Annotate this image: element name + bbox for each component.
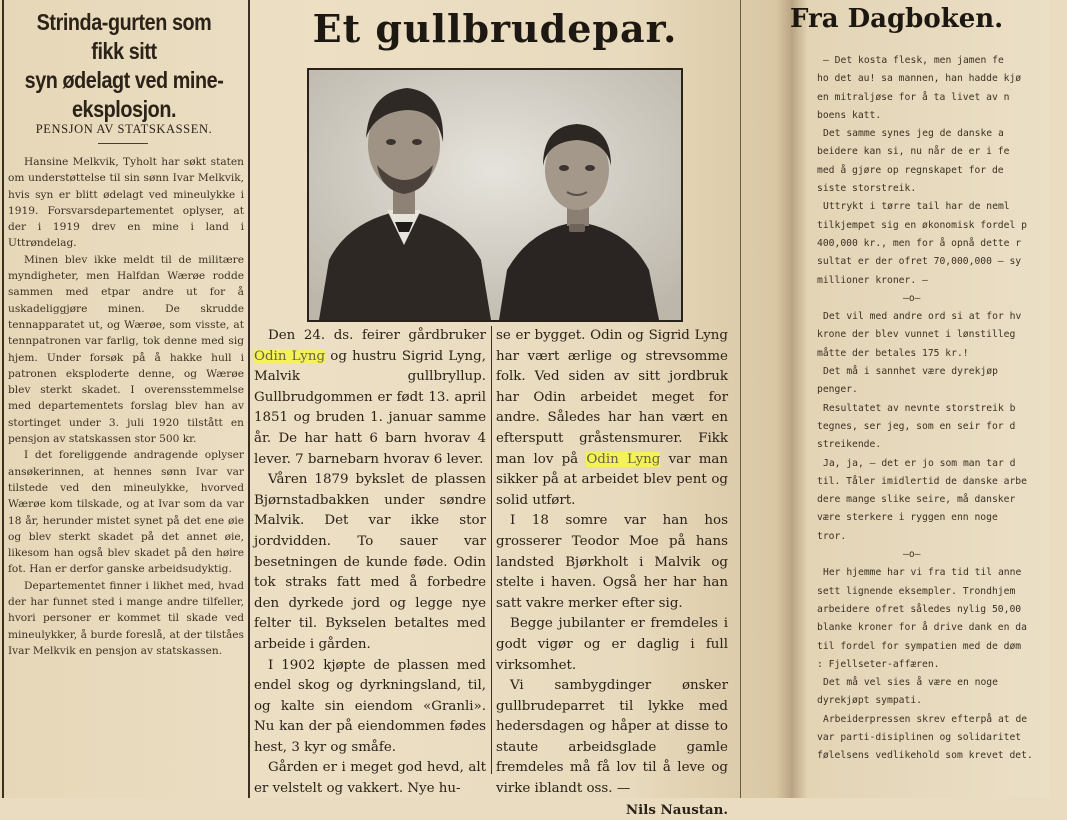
left-paragraph: Hansine Melkvik, Tyholt har søkt staten om understøttelse til sin sønn Ivar Melkvik, hvis syn er blitt ødelagt ved mineulykke i 1919. Forsvarsdepartementet oplyser, at der i 1919 drev en mine i land i Uttrøndelag. <box>8 156 244 250</box>
article-signature: Nils Naustan. <box>625 801 728 818</box>
right-text-line: var parti-disiplinen og solidaritet <box>817 731 1022 743</box>
left-paragraph: Departementet finner i likhet med, hvad der har funnet sted i mange andre tilfeller, hvori personer er kommet til skade ved mineulykker, å burde foreslå, at der tilståes Ivar Melkvik en pensjon av statskassen. <box>8 579 244 657</box>
right-text-line: boens katt. <box>817 109 882 121</box>
right-text-line: følelsens vedlikehold som krevet det. <box>817 750 1033 762</box>
right-text-line: arbeidere ofret således nylig 50,00 <box>817 603 1022 615</box>
right-text-line: til. Tåler imidlertid de danske arbe <box>817 475 1027 487</box>
right-text-line: Resultatet av nevnte storstreik b <box>823 402 1016 414</box>
right-text-line: penger. <box>817 384 858 396</box>
left-headline-line: syn ødelagt ved mine- <box>24 67 224 93</box>
right-text-line: blanke kroner for å drive dank en da <box>817 622 1027 634</box>
right-text-line: siste storstreik. <box>817 183 917 195</box>
right-text-line: Her hjemme har vi fra tid til anne <box>823 567 1022 579</box>
right-text-line: dere mange slike seire, må dansker <box>817 494 1016 506</box>
right-text-line: ho det au! sa mannen, han hadde kjø <box>817 73 1022 85</box>
main-article-column-2 <box>496 326 728 820</box>
right-text-line: Det samme synes jeg de danske a <box>823 128 1004 140</box>
right-text-line: Uttrykt i tørre tail har de neml <box>823 201 1010 213</box>
left-headline <box>23 8 226 124</box>
right-text-line: krone der blev vunnet i lønstilleg <box>817 329 1016 341</box>
right-text-line: millioner kroner. — <box>817 274 928 286</box>
main-article-title: Et gullbrudepar. <box>312 6 678 51</box>
right-text-line: sett lignende eksempler. Trondhjem <box>817 585 1016 597</box>
main-paragraph: Gården er i meget god hevd, alt er velstelt og vakkert. Nye hu- <box>254 760 486 797</box>
right-text-line: Det vil med andre ord si at for hv <box>823 311 1022 323</box>
right-text-line: dyrekjøpt sympati. <box>817 695 922 707</box>
right-article-title: Fra Dagboken. <box>790 4 1004 34</box>
couple-portrait-illustration <box>309 70 681 320</box>
left-paragraph: I det foreliggende andragende oplyser ansøkerinnen, at hennes sønn Ivar var tilstede ved den mineulykke, hvorved Wærøe kom tilskade, og at Ivar som da var 18 år, herunder mistet synet på det ene øie og blev sterkt skadet på det annet øie, likesom han også blev skadet på den høire fot. Han er derfor ganske arbeidsudyktig. <box>8 449 244 576</box>
right-text-line: tegnes, ser jeg, som en seir for d <box>817 420 1016 432</box>
right-text-line: en mitraljøse for å ta livet av n <box>817 91 1010 103</box>
left-headline-line: Strinda-gurten som fikk sitt <box>36 9 212 64</box>
right-text-line: — Det kosta flesk, men jamen fe <box>823 55 1004 66</box>
column-rule-main-right <box>740 0 741 798</box>
right-text-line: streikende. <box>817 439 882 451</box>
right-article-body <box>817 52 1067 766</box>
main-column-rule <box>491 326 492 774</box>
right-text-line: 400,000 kr., men for å opnå dette r <box>817 237 1022 249</box>
right-text-line: : Fjellseter-affæren. <box>817 658 940 670</box>
section-separator: —o— <box>903 549 921 561</box>
highlighted-name: Odin Lyng <box>586 451 661 467</box>
right-text-line: Det må i sannhet være dyrekjøp <box>823 366 998 378</box>
right-text-line: være sterkere i ryggen enn noge <box>817 512 998 524</box>
main-paragraph: Våren 1879 bykslet de plassen Bjørnstadbakken under søndre Malvik. Det var ikke stor jordvidden. To sauer var besetningen de kunde føde. Odin tok straks fatt med å forbedre den dyrkede jord og legge nye felter til. Bykselen betaltes med arbeide i gården. <box>254 472 486 652</box>
main-paragraph: Vi sambygdinger ønsker gullbrudeparret til lykke med hedersdagen og håper at disse to staute arbeidsglade gamle fremdeles må få lov til å leve og virke iblandt oss. — <box>496 678 728 797</box>
left-headline-line: eksplosjon. <box>71 96 177 122</box>
right-text-line: tror. <box>817 530 847 542</box>
main-paragraph: I 1902 kjøpte de plassen med endel skog og dyrkningsland, til, og kalte sin eiendom «Granli». Nu kan der på eiendommen fødes hest, 3 kyr og småfe. <box>254 657 486 755</box>
left-article-body <box>8 154 244 659</box>
left-subheading: PENSJON AV STATSKASSEN. <box>35 122 213 136</box>
left-paragraph: Minen blev ikke meldt til de militære myndigheter, men Halfdan Wærøe rodde sammen med etpar andre ut for å uskadeliggjøre minen. De skrudde tennapparatet ut, og Wærøe, som visste, at tennpatronen var farlig, tok denne med sig hjem. Under forsøk på å hakke hull i patronen eksploderte denne, og Wærøe blev sterkt skadet. I overensstemmelse med departementets forslag blev han av stortinget under 3. juli 1920 tilstått en pensjon av statskassen stor 500 kr. <box>8 253 244 446</box>
right-text-line: sultat er der ofret 70,000,000 — sy <box>817 256 1022 268</box>
right-text-line: Ja, ja, — det er jo som man tar d <box>823 457 1016 469</box>
right-text-line: måtte der betales 175 kr.! <box>817 347 969 359</box>
main-paragraph: Begge jubilanter er fremdeles i godt vigør og er daglig i full virksomhet. <box>496 616 728 673</box>
right-text-line: Det må vel sies å være en noge <box>823 677 998 689</box>
main-paragraph: se er bygget. Odin og Sigrid Lyng har vært ærlige og strevsomme folk. Ved siden av sitt jordbruk har Odin arbeidet meget for andre. Således har han vært en eftersputt gråstensmurer. Fikk man lov på Odin Lyng var man sikker på at arbeidet blev pent og solid utført. <box>496 328 728 508</box>
section-separator: —o— <box>903 292 921 304</box>
right-text-line: Arbeiderpressen skrev efterpå at de <box>823 713 1028 725</box>
right-text-line: med å gjøre op regnskapet for de <box>817 164 1004 176</box>
highlighted-name: Odin Lyng <box>254 348 326 364</box>
left-subheading-rule <box>98 143 148 144</box>
couple-photo <box>307 68 683 322</box>
right-text-line: beidere kan si, nu når de er i fe <box>817 146 1010 158</box>
column-rule-left-2 <box>248 0 250 798</box>
main-article-column-1 <box>254 326 486 800</box>
right-text-line: til fordel for sympatien med de døm <box>817 640 1022 652</box>
main-paragraph: I 18 somre var han hos grosserer Teodor Moe på hans landsted Bjørkholt i Malvik og stelte i haven. Også her har han satt vakre merker efter sig. <box>496 513 728 611</box>
right-text-line: tilkjempet sig en økonomisk fordel p <box>817 219 1027 231</box>
main-paragraph: Den 24. ds. feirer gårdbruker Odin Lyng og hustru Sigrid Lyng, Malvik gullbryllup. Gullbrudgommen er født 13. april 1851 og bruden 1. januar samme år. De har hatt 6 barn hvorav 4 lever. 7 barnebarn hvorav 6 lever. <box>254 328 486 467</box>
column-rule-left <box>2 0 4 798</box>
